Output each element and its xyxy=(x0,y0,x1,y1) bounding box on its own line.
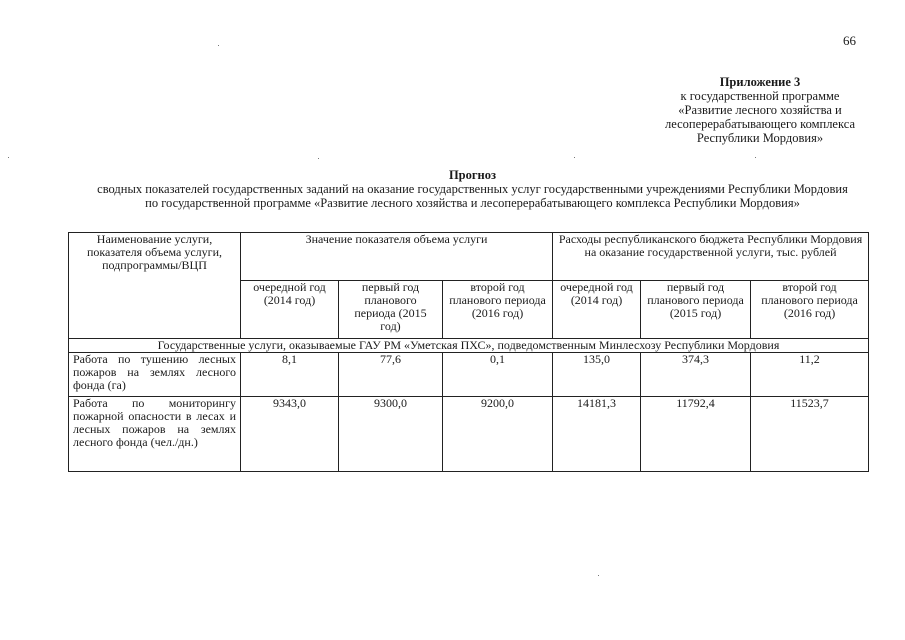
services-table xyxy=(68,232,869,472)
appendix-title: Приложение 3 xyxy=(719,75,801,89)
forecast-title: Прогноз xyxy=(448,168,497,182)
appendix-block xyxy=(600,75,905,145)
subheader-volume-2016: второй год планового периода (2016 год) xyxy=(443,281,553,339)
table-row xyxy=(69,353,869,397)
subheader-volume-2015: первый год планового периода (2015 год) xyxy=(339,281,443,339)
row-value: 77,6 xyxy=(339,353,443,397)
row-value: 9200,0 xyxy=(443,397,553,472)
row-name: Работа по мониторингу пожарной опасности в лесах и лесных пожаров на землях лесного фонда (чел./дн.) xyxy=(69,397,241,472)
scan-speck xyxy=(574,157,575,158)
appendix-line: лесоперерабатывающего комплекса xyxy=(664,117,855,131)
header-name: Наименование услуги, показателя объема услуги, подпрограммы/ВЦП xyxy=(69,233,241,339)
appendix-line: к государственной программе xyxy=(680,89,840,103)
row-value: 135,0 xyxy=(553,353,641,397)
row-value: 9300,0 xyxy=(339,397,443,472)
row-value: 374,3 xyxy=(641,353,751,397)
subheader-volume-2014: очередной год (2014 год) xyxy=(241,281,339,339)
forecast-subtitle-line: сводных показателей государственных заданий на оказание государственных услуг государственными учреждениями Республики Мордовия xyxy=(97,182,848,196)
row-value: 0,1 xyxy=(443,353,553,397)
row-value: 11,2 xyxy=(751,353,869,397)
appendix-line: «Развитие лесного хозяйства и xyxy=(678,103,842,117)
scan-speck xyxy=(218,45,219,46)
scan-speck xyxy=(755,157,756,158)
row-name: Работа по тушению лесных пожаров на землях лесного фонда (га) xyxy=(69,353,241,397)
row-value: 8,1 xyxy=(241,353,339,397)
subheader-expenses-2014: очередной год (2014 год) xyxy=(553,281,641,339)
subheader-expenses-2016: второй год планового периода (2016 год) xyxy=(751,281,869,339)
row-value: 11792,4 xyxy=(641,397,751,472)
row-value: 11523,7 xyxy=(751,397,869,472)
scan-speck xyxy=(8,157,9,158)
row-value: 14181,3 xyxy=(553,397,641,472)
header-expenses-group: Расходы республиканского бюджета Республики Мордовия на оказание государственной услуги, тыс. рублей xyxy=(553,233,869,281)
row-value: 9343,0 xyxy=(241,397,339,472)
forecast-subtitle-line: по государственной программе «Развитие лесного хозяйства и лесоперерабатывающего комплекса Республики Мордовия» xyxy=(145,196,800,210)
appendix-line: Республики Мордовия» xyxy=(696,131,824,145)
header-volume-group: Значение показателя объема услуги xyxy=(241,233,553,281)
forecast-block xyxy=(40,168,905,210)
scan-speck xyxy=(318,158,319,159)
table-row xyxy=(69,397,869,472)
scan-speck xyxy=(598,575,599,576)
section-title: Государственные услуги, оказываемые ГАУ РМ «Уметская ПХС», подведомственным Минлесхозу Республики Мордовия xyxy=(69,339,869,353)
subheader-expenses-2015: первый год планового периода (2015 год) xyxy=(641,281,751,339)
page-number: 66 xyxy=(843,33,856,48)
